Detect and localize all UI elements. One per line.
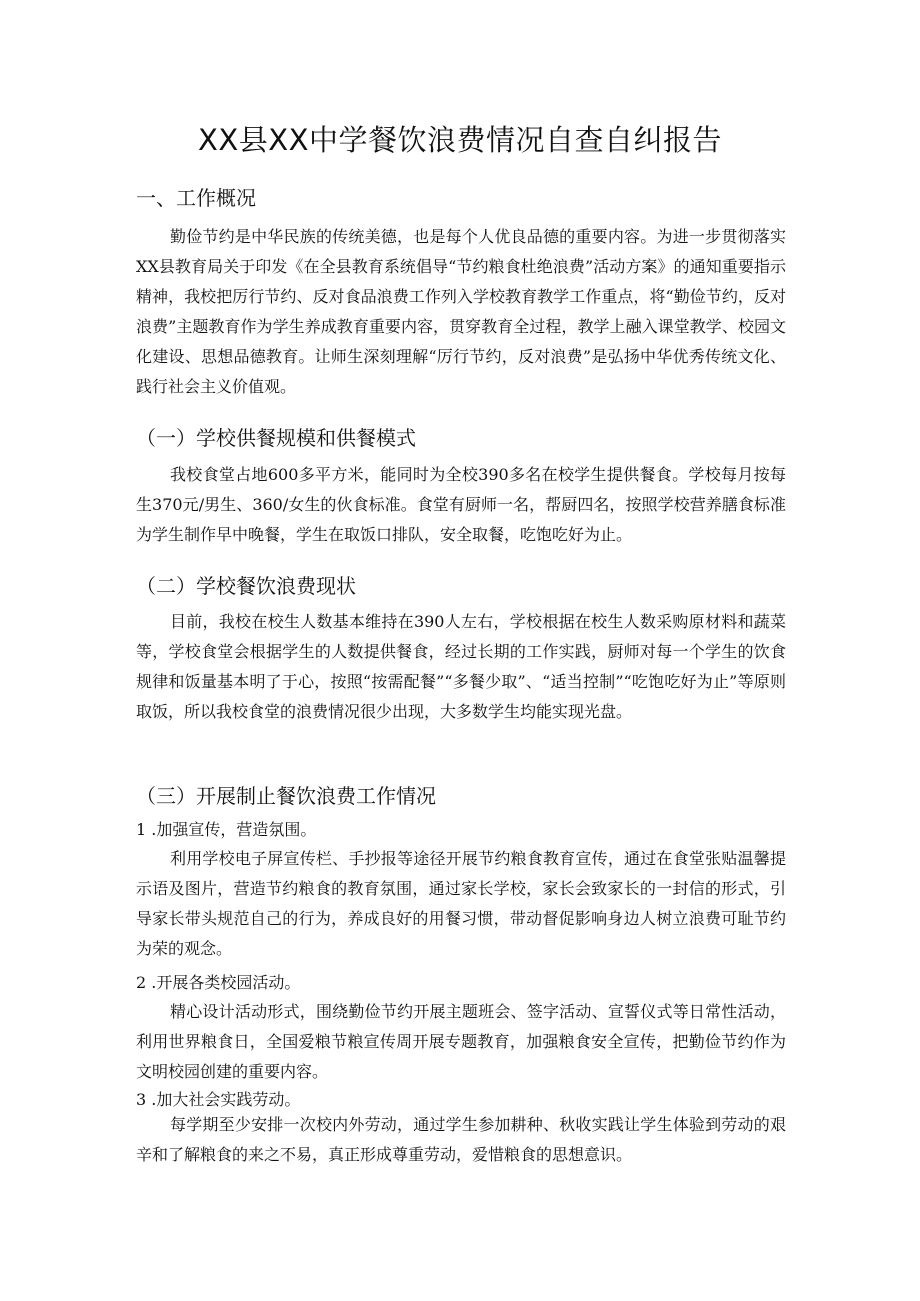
subsection-heading-supply: （一）学校供餐规模和供餐模式 — [136, 426, 416, 450]
paragraph-overview: 勤俭节约是中华民族的传统美德，也是每个人优良品德的重要内容。为进一步贯彻落实XX县教育局关于印发《在全县教育系统倡导“节约粮食杜绝浪费”活动方案》的通知重要指示精神，我校把厉行节约、反对食品浪费工作列入学校教育教学工作重点，将“勤俭节约，反对浪费”主题教育作为学生养成教育重要内容，贯穿教育全过程，教学上融入课堂教学、校园文化建设、思想品德教育。让师生深刻理解“厉行节约，反对浪费”是弘扬中华优秀传统文化、践行社会主义价值观。 — [136, 227, 786, 396]
paragraph-labor: 每学期至少安排一次校内外劳动，通过学生参加耕种、秋收实践让学生体验到劳动的艰辛和了解粮食的来之不易，真正形成尊重劳动，爱惜粮食的思想意识。 — [136, 1115, 786, 1164]
list-item-label-activities: 2 .开展各类校园活动。 — [136, 973, 301, 992]
report-title: XX县XX中学餐饮浪费情况自查自纠报告 — [198, 123, 722, 157]
section-heading-overview: 一、工作概况 — [136, 186, 256, 210]
list-item-label-publicity: 1 .加强宣传，营造氛围。 — [136, 820, 317, 839]
paragraph-publicity: 利用学校电子屏宣传栏、手抄报等途径开展节约粮食教育宣传，通过在食堂张贴温馨提示语及图片，营造节约粮食的教育氛围，通过家长学校，家长会致家长的一封信的形式，引导家长带头规范自己的行为，养成良好的用餐习惯，带动督促影响身边人树立浪费可耻节约为荣的观念。 — [136, 849, 786, 958]
paragraph-supply: 我校食堂占地600多平方米，能同时为全校390多名在校学生提供餐食。学校每月按每生370元/男生、360/女生的伙食标准。食堂有厨师一名，帮厨四名，按照学校营养膳食标准为学生制作早中晚餐，学生在取饭口排队，安全取餐，吃饱吃好为止。 — [136, 465, 786, 544]
paragraph-activities: 精心设计活动形式，围绕勤俭节约开展主题班会、签字活动、宣誓仪式等日常性活动，利用世界粮食日，全国爱粮节粮宣传周开展专题教育，加强粮食安全宣传，把勤俭节约作为文明校园创建的重要内容。 — [136, 1002, 786, 1081]
list-item-label-labor: 3 .加大社会实践劳动。 — [136, 1090, 301, 1109]
paragraph-waste-status: 目前，我校在校生人数基本维持在390人左右，学校根据在校生人数采购原材料和蔬菜等，学校食堂会根据学生的人数提供餐食，经过长期的工作实践，厨师对每一个学生的饮食规律和饭量基本明了于心，按照“按需配餐”“多餐少取”、“适当控制”“吃饱吃好为止”等原则取饭，所以我校食堂的浪费情况很少出现，大多数学生均能实现光盘。 — [136, 612, 786, 721]
subsection-heading-waste-status: （二）学校餐饮浪费现状 — [136, 574, 356, 598]
subsection-heading-measures: （三）开展制止餐饮浪费工作情况 — [136, 784, 436, 808]
